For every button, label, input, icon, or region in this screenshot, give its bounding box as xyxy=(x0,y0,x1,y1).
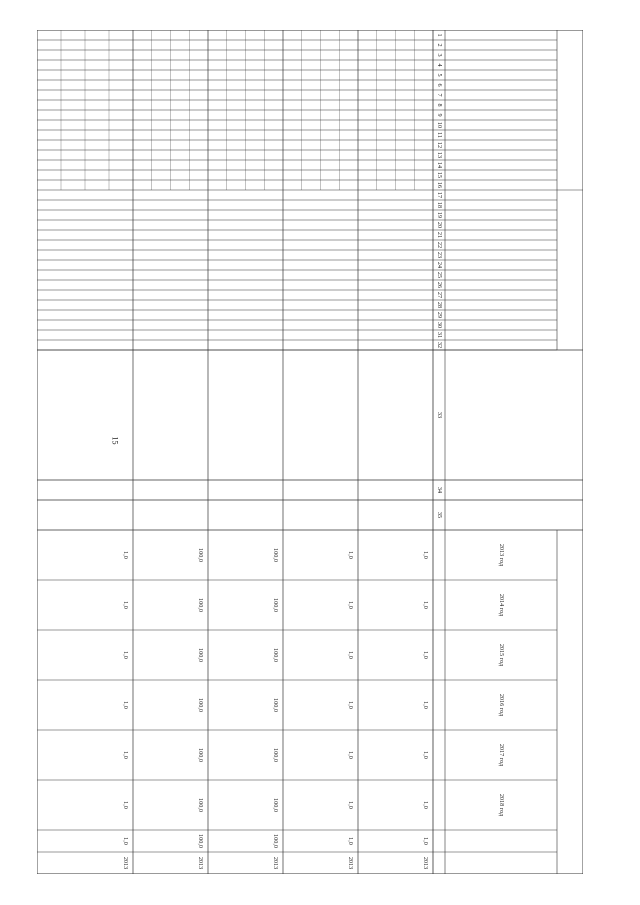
column-number: 12 xyxy=(436,141,444,149)
column-number: 14 xyxy=(436,161,444,169)
row-target-year: 2013 xyxy=(347,856,355,870)
column-number: 29 xyxy=(436,311,444,319)
year-header-2018: 2018 год xyxy=(498,793,506,817)
row-year-value: 1,0 xyxy=(122,801,130,809)
row-year-value: 1,0 xyxy=(122,701,130,709)
column-number: 26 xyxy=(436,281,444,289)
column-number: 18 xyxy=(436,201,444,209)
year-header-2016: 2016 год xyxy=(498,693,506,717)
column-number: 32 xyxy=(436,341,444,349)
row-year-value: 100,0 xyxy=(272,748,280,762)
column-number: 9 xyxy=(436,113,444,117)
header-unit xyxy=(445,480,583,500)
row-year-value: 100,0 xyxy=(197,748,205,762)
row-target-year: 2013 xyxy=(272,856,280,870)
column-number: 33 xyxy=(436,411,444,419)
row-year-value: 1,0 xyxy=(122,551,130,559)
row-year-value: 100,0 xyxy=(197,648,205,662)
row-year-value: 1,0 xyxy=(422,601,430,609)
row-target-value: 1,0 xyxy=(422,837,430,845)
column-number: 19 xyxy=(436,211,444,219)
row-year-value: 100,0 xyxy=(197,598,205,612)
row-indicator-text xyxy=(136,353,205,477)
row-year-value: 1,0 xyxy=(122,751,130,759)
column-number: 4 xyxy=(436,63,444,67)
column-number: 16 xyxy=(436,181,444,189)
header-sub-codes xyxy=(483,90,557,150)
row-year-value: 1,0 xyxy=(347,801,355,809)
row-target-value: 100,0 xyxy=(272,834,280,848)
header-program-years xyxy=(557,530,583,830)
row-year-value: 1,0 xyxy=(422,651,430,659)
year-header-2013: 2013 год xyxy=(498,543,506,567)
column-number: 28 xyxy=(436,301,444,309)
rotated-table-sheet xyxy=(37,30,583,874)
header-target-year-col xyxy=(445,852,557,874)
column-number: 15 xyxy=(436,171,444,179)
column-number: 5 xyxy=(436,73,444,77)
row-fact xyxy=(283,500,358,530)
row-fact xyxy=(208,500,283,530)
row-year-value: 100,0 xyxy=(197,798,205,812)
column-number: 1 xyxy=(436,33,444,37)
column-number: 6 xyxy=(436,83,444,87)
row-year-value: 100,0 xyxy=(272,648,280,662)
row-target-year: 2013 xyxy=(422,856,430,870)
row-fact xyxy=(358,500,433,530)
column-number: 10 xyxy=(436,121,444,129)
row-unit xyxy=(133,480,208,500)
row-year-value: 100,0 xyxy=(197,548,205,562)
column-number: 34 xyxy=(436,486,444,494)
row-year-value: 100,0 xyxy=(272,698,280,712)
row-indicator-text xyxy=(40,353,130,477)
column-number: 17 xyxy=(436,191,444,199)
row-unit xyxy=(358,480,433,500)
row-unit xyxy=(283,480,358,500)
header-fact-previous xyxy=(445,500,583,530)
column-number: 22 xyxy=(436,241,444,249)
row-indicator-text xyxy=(286,353,355,477)
header-target-value-col xyxy=(445,830,557,852)
year-header-2015: 2015 год xyxy=(498,643,506,667)
row-year-value: 100,0 xyxy=(272,598,280,612)
row-indicator-text xyxy=(211,353,280,477)
column-number: 27 xyxy=(436,291,444,299)
row-year-value: 100,0 xyxy=(272,798,280,812)
column-number: 2 xyxy=(436,43,444,47)
header-program-name xyxy=(445,350,583,480)
row-fact xyxy=(133,500,208,530)
row-unit xyxy=(37,480,133,500)
row-target-year: 2013 xyxy=(122,856,130,870)
column-number: 3 xyxy=(436,53,444,57)
column-number: 24 xyxy=(436,261,444,269)
row-year-value: 1,0 xyxy=(347,601,355,609)
column-number: 13 xyxy=(436,151,444,159)
row-year-value: 1,0 xyxy=(347,701,355,709)
row-target-value: 1,0 xyxy=(122,837,130,845)
row-year-value: 1,0 xyxy=(422,801,430,809)
column-number: 30 xyxy=(436,321,444,329)
row-year-value: 1,0 xyxy=(347,551,355,559)
page-number: 15 xyxy=(110,436,120,445)
column-number: 31 xyxy=(436,331,444,339)
year-header-2017: 2017 год xyxy=(498,743,506,767)
column-number: 7 xyxy=(436,93,444,97)
header-target-value xyxy=(557,830,583,874)
row-year-value: 1,0 xyxy=(422,551,430,559)
column-number: 23 xyxy=(436,251,444,259)
column-number: 21 xyxy=(436,231,444,239)
row-year-value: 1,0 xyxy=(422,751,430,759)
row-year-value: 1,0 xyxy=(422,701,430,709)
column-number: 25 xyxy=(436,271,444,279)
row-target-value: 1,0 xyxy=(347,837,355,845)
row-year-value: 100,0 xyxy=(197,698,205,712)
row-year-value: 1,0 xyxy=(347,751,355,759)
header-additional-classification xyxy=(557,190,583,350)
row-indicator-text xyxy=(361,353,430,477)
column-number: 8 xyxy=(436,103,444,107)
row-target-year: 2013 xyxy=(197,856,205,870)
column-number: 35 xyxy=(436,511,444,519)
row-target-value: 100,0 xyxy=(197,834,205,848)
row-year-value: 1,0 xyxy=(122,601,130,609)
row-unit xyxy=(208,480,283,500)
column-number: 20 xyxy=(436,221,444,229)
row-year-value: 1,0 xyxy=(347,651,355,659)
year-header-2014: 2014 год xyxy=(498,593,506,617)
row-year-value: 1,0 xyxy=(122,651,130,659)
header-budget-classification xyxy=(557,30,583,190)
row-year-value: 100,0 xyxy=(272,548,280,562)
column-number: 11 xyxy=(436,132,444,138)
row-fact xyxy=(37,500,133,530)
